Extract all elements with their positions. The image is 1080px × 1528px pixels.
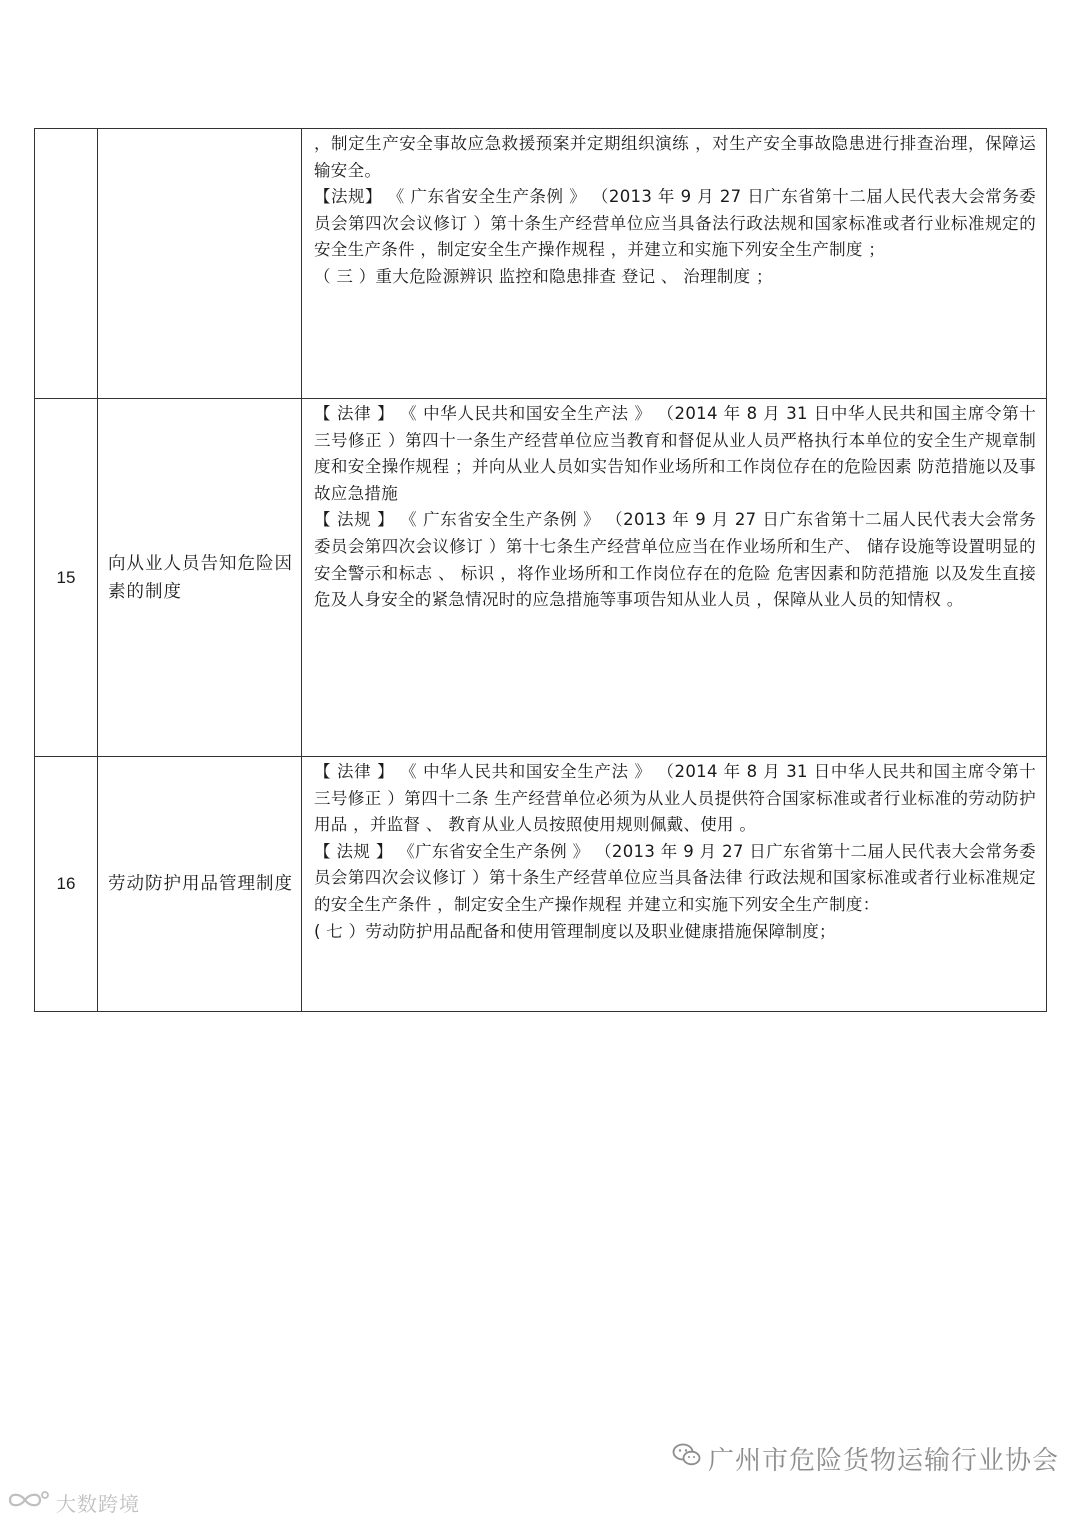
table-row	[35, 399, 1047, 757]
content-line: ( 七 ）劳动防护用品配备和使用管理制度以及职业健康措施保障制度；	[314, 921, 836, 941]
row-number	[35, 129, 98, 399]
content-line: 【 法律 】 《 中华人民共和国安全生产法 》 （2014 年 8 月 31 日中华人民共和国主席令第十三号修正 ）第四十一条生产经营单位应当教育和督促从业人员严格执行本单位的安全生产规章制度和安全操作规程 ；并向从业人员如实告知作业场所和工作岗位存在的危险因素 防范措施以及事故应急措施	[314, 404, 1036, 503]
row-number: 15	[35, 399, 98, 757]
infinity-logo-icon	[6, 1489, 50, 1516]
row-number: 16	[35, 757, 98, 1012]
content-line: 【 法律 】 《 中华人民共和国安全生产法 》 （2014 年 8 月 31 日中华人民共和国主席令第十三号修正 ）第四十二条 生产经营单位必须为从业人员提供符合国家标准或者行业标准的劳动防护用品 ，并监督 、 教育从业人员按照使用规则佩戴、使用 。	[314, 762, 1036, 835]
site-name: 大数跨境	[56, 1492, 140, 1516]
row-system-name: 向从业人员告知危险因素的制度	[98, 399, 302, 757]
content-line: ，制定生产安全事故应急救援预案并定期组织演练 ，对生产安全事故隐患进行排查治理，保障运输安全。	[314, 134, 1036, 180]
content-line: 【 法规 】 《 广东省安全生产条例 》 （2013 年 9 月 27 日广东省第十二届人民代表大会常务委员会第四次会议修订 ）第十七条生产经营单位应当在作业场所和生产、 储存设施等设置明显的安全警示和标志 、 标识 ，将作业场所和工作岗位存在的危险 危害因素和防范措施 以及发生直接危及人身安全的紧急情况时的应急措施等事项告知从业人员 ，保障从业人员的知情权 。	[314, 510, 1036, 610]
regulation-table	[34, 128, 1047, 1012]
association-watermark	[672, 1440, 1059, 1477]
table-row	[35, 129, 1047, 399]
row-system-name: 劳动防护用品管理制度	[98, 757, 302, 1012]
row-content	[302, 757, 1047, 1012]
site-watermark	[6, 1488, 140, 1517]
content-line: 【法规】 《 广东省安全生产条例 》 （2013 年 9 月 27 日广东省第十二届人民代表大会常务委员会第四次会议修订 ）第十条生产经营单位应当具备法行政法规和国家标准或者行业标准规定的安全生产条件 ，制定安全生产操作规程 ，并建立和实施下列安全生产制度 ；	[314, 187, 1036, 260]
row-system-name	[98, 129, 302, 399]
row-content	[302, 399, 1047, 757]
row-content	[302, 129, 1047, 399]
content-line: 【 法规 】 《广东省安全生产条例 》 （2013 年 9 月 27 日广东省第十二届人民代表大会常务委员会第四次会议修订 ）第十条生产经营单位应当具备法律 行政法规和国家标准或者行业标准规定的安全生产条件 ，制定安全生产操作规程 并建立和实施下列安全生产制度：	[314, 841, 1036, 914]
association-name: 广州市危险货物运输行业协会	[708, 1446, 1060, 1476]
wechat-icon	[672, 1442, 702, 1475]
content-line: （ 三 ）重大危险源辨识 监控和隐患排查 登记 、 治理制度 ；	[314, 266, 773, 286]
table-row	[35, 757, 1047, 1012]
